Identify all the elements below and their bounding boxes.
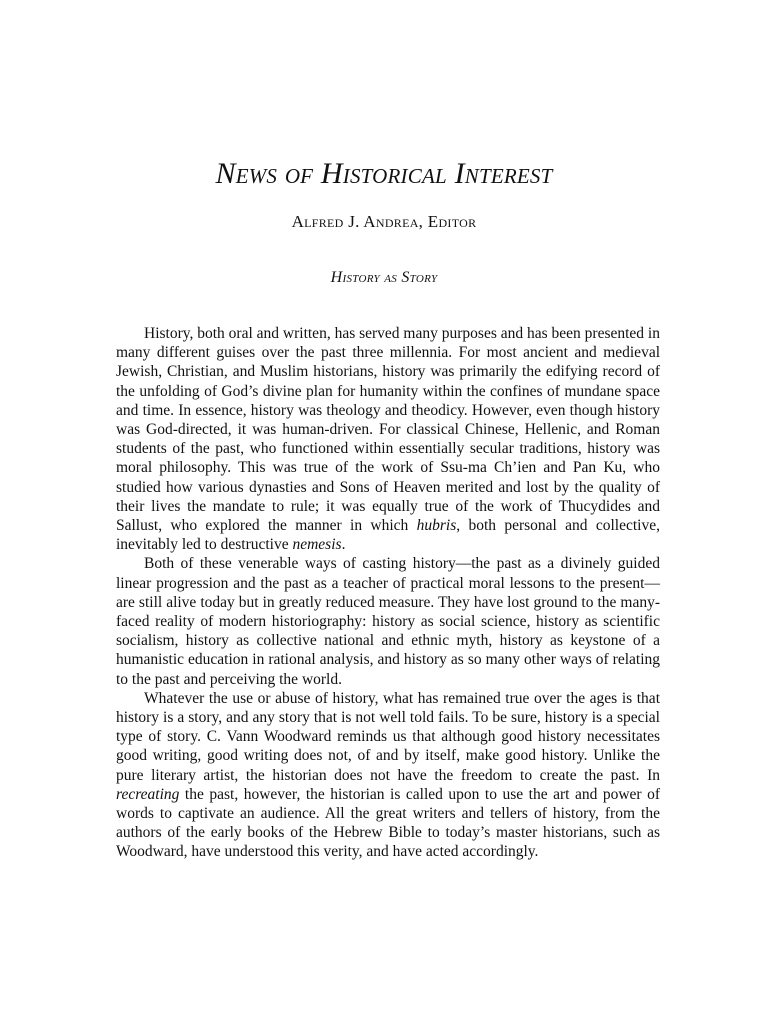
term-nemesis: nemesis [292, 536, 342, 554]
paragraph-2: Both of these venerable ways of casting history—the past as a divinely guided linear progression and the past as a teacher of practical moral lessons to the present—are still alive today but in greatly reduced measure. They have lost ground to the many-faced reality of modern historiography: history as social science, history as scientific socialism, history as collective national and ethnic myth, history as keystone of a humanistic education in rational analysis, and history as so many other ways of relating to the past and perceiving the world. [116, 555, 660, 688]
paragraph-3-text-a: Whatever the use or abuse of history, what has remained true over the ages is that history is a story, and any story that is not well told fails. To be sure, history is a special type of story. C. Vann Woodward reminds us that although good history necessitates good writing, good writing does not, of and by itself, make good history. Unlike the pure literary artist, the historian does not have the freedom to create the past. In [116, 689, 660, 784]
editor-byline: Alfred J. Andrea, Editor [291, 212, 477, 231]
paragraph-3 [116, 689, 660, 862]
paragraph-1-text-c: . [341, 536, 346, 554]
paragraph-1 [116, 324, 660, 554]
paragraph-3-text-b: the past, however, the historian is called upon to use the art and power of words to captivate an audience. All the great writers and tellers of history, from the authors of the early books of the Hebrew Bible to today’s master historians, such as Woodward, have understood this verity, and have acted accordingly. [116, 785, 660, 861]
term-recreating: recreating [116, 785, 180, 803]
section-title: History as Story [330, 269, 438, 286]
paragraph-1-text-a: History, both oral and written, has served many purposes and has been presented in many different guises over the past three millennia. For most ancient and medieval Jewish, Christian, and Muslim historians, history was primarily the edifying record of the unfolding of God’s divine plan for humanity within the confines of mundane space and time. In essence, history was theology and theodicy. However, even though history was God-directed, it was human-driven. For classical Chinese, Hellenic, and Roman students of the past, who functioned within essentially secular traditions, history was moral philosophy. This was true of the work of Ssu-ma Ch’ien and Pan Ku, who studied how various dynasties and Sons of Heaven merited and lost by the quality of their lives the mandate to rule; it was equally true of the work of Thucydides and Sallust, who explored the manner in which [116, 325, 660, 535]
page-title: News of Historical Interest [215, 157, 553, 190]
article-body [116, 324, 660, 862]
term-hubris: hubris [416, 517, 457, 535]
paragraph-1-text-b: , both personal and collective, inevitably led to destructive [116, 517, 660, 554]
